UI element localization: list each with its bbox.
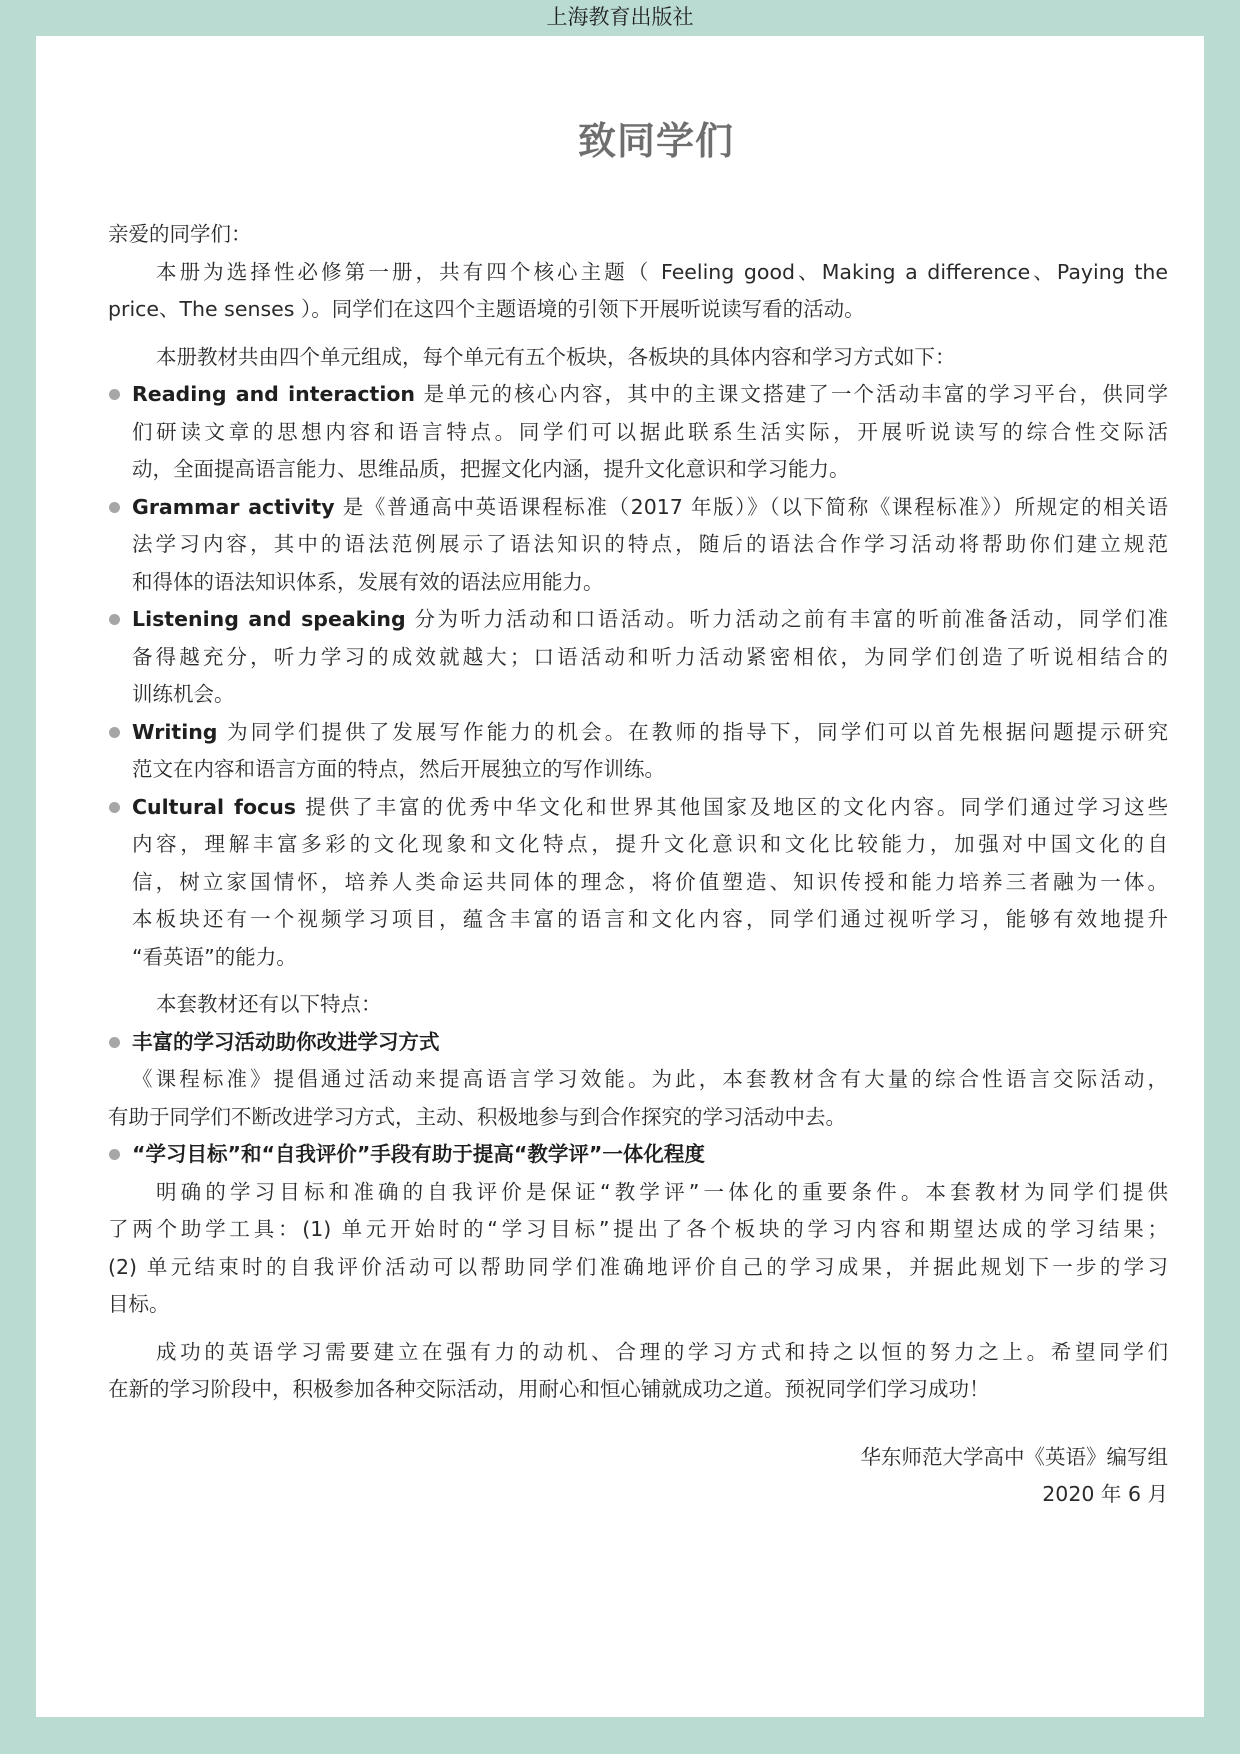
- section-name: Grammar activity: [132, 494, 335, 519]
- feature-text: 目标。: [108, 1292, 170, 1316]
- bullet-icon: [109, 1037, 120, 1048]
- section-reading-and-interaction: [108, 376, 1168, 489]
- section-name: Listening and speaking: [132, 607, 406, 631]
- document-page: [36, 36, 1204, 1717]
- feature-text: 了两个助学工具：(1) 单元开始时的“学习目标”提出了各个板块的学习内容和期望达成的学习结果；: [108, 1217, 1168, 1241]
- letter-body: [108, 216, 1168, 1514]
- section-text: 本板块还有一个视频学习项目，蕴含丰富的语言和文化内容，同学们通过视听学习，能够有效地提升: [132, 907, 1168, 931]
- section-text: 们研读文章的思想内容和语言特点。同学们可以据此联系生活实际，开展听说读写的综合性交际活: [132, 419, 1168, 444]
- section-text: 训练机会。: [132, 682, 235, 706]
- page-title: 致同学们: [577, 119, 734, 163]
- feature-text: (2) 单元结束时的自我评价活动可以帮助同学们准确地评价自己的学习成果，并据此规划下一步的学习: [108, 1254, 1168, 1279]
- section-listening-and-speaking: [108, 601, 1168, 714]
- section-writing: [108, 714, 1168, 789]
- bullet-icon: [109, 614, 120, 625]
- section-text: 是《普通高中英语课程标准（2017 年版）》（以下简称《课程标准》）所规定的相关语: [334, 494, 1169, 519]
- structure-intro: 本册教材共由四个单元组成，每个单元有五个板块，各板块的具体内容和学习方式如下：: [156, 344, 956, 369]
- intro-line-2: price、The senses ）。同学们在这四个主题语境的引领下开展听说读写看的活动。: [108, 297, 865, 321]
- bullet-icon: [109, 727, 120, 738]
- feature-text: 《课程标准》提倡通过活动来提高语言学习效能。为此，本套教材含有大量的综合性语言交际活动，: [132, 1067, 1168, 1091]
- bullet-icon: [109, 1149, 120, 1160]
- section-text: 法学习内容，其中的语法范例展示了语法知识的特点，随后的语法合作学习活动将帮助你们建立规范: [132, 532, 1168, 556]
- bullet-icon: [109, 802, 120, 813]
- section-text: 为同学们提供了发展写作能力的机会。在教师的指导下，同学们可以首先根据问题提示研究: [217, 719, 1168, 744]
- features-intro: 本套教材还有以下特点：: [156, 992, 382, 1016]
- bullet-icon: [109, 389, 120, 400]
- section-name: Reading and interaction: [132, 382, 416, 406]
- feature-text: 有助于同学们不断改进学习方式，主动、积极地参与到合作探究的学习活动中去。: [108, 1104, 846, 1129]
- section-text: 备得越充分，听力学习的成效就越大；口语活动和听力活动紧密相依，为同学们创造了听说相结合的: [132, 644, 1168, 669]
- section-text: 提供了丰富的优秀中华文化和世界其他国家及地区的文化内容。同学们通过学习这些: [296, 794, 1168, 819]
- closing-line-1: 成功的英语学习需要建立在强有力的动机、合理的学习方式和持之以恒的努力之上。希望同学们: [156, 1339, 1168, 1364]
- section-grammar-activity: [108, 489, 1168, 602]
- closing-line-2: 在新的学习阶段中，积极参加各种交际活动，用耐心和恒心铺就成功之道。预祝同学们学习成功！: [108, 1377, 990, 1401]
- section-text: 是单元的核心内容，其中的主课文搭建了一个活动丰富的学习平台，供同学: [415, 382, 1168, 406]
- signature-author: 华东师范大学高中《英语》编写组: [860, 1444, 1168, 1469]
- section-text: 信，树立家国情怀，培养人类命运共同体的理念，将价值塑造、知识传授和能力培养三者融为一体。: [132, 869, 1168, 894]
- section-name: Writing: [132, 719, 218, 744]
- feature-heading: “学习目标”和“自我评价”手段有助于提高“教学评”一体化程度: [108, 1136, 1168, 1174]
- greeting: 亲爱的同学们：: [108, 222, 252, 246]
- feature-heading: 丰富的学习活动助你改进学习方式: [108, 1024, 1168, 1062]
- section-text: 内容，理解丰富多彩的文化现象和文化特点，提升文化意识和文化比较能力，加强对中国文化的自: [132, 832, 1168, 856]
- section-cultural-focus: [108, 789, 1168, 977]
- section-text: 和得体的语法知识体系，发展有效的语法应用能力。: [132, 569, 604, 594]
- bullet-icon: [109, 502, 120, 513]
- intro-line-1: 本册为选择性必修第一册，共有四个核心主题（ Feeling good、Making a difference、Paying the: [156, 259, 1168, 284]
- section-text: “看英语”的能力。: [132, 944, 297, 969]
- publisher-header: 上海教育出版社: [546, 5, 694, 29]
- section-text: 动，全面提高语言能力、思维品质，把握文化内涵，提升文化意识和学习能力。: [132, 457, 850, 481]
- section-text: 范文在内容和语言方面的特点，然后开展独立的写作训练。: [132, 757, 665, 781]
- section-text: 分为听力活动和口语活动。听力活动之前有丰富的听前准备活动，同学们准: [405, 607, 1169, 631]
- section-name: Cultural focus: [132, 794, 297, 819]
- feature-text: 明确的学习目标和准确的自我评价是保证“教学评”一体化的重要条件。本套教材为同学们提供: [156, 1179, 1168, 1204]
- signature-date: 2020 年 6 月: [1042, 1482, 1168, 1506]
